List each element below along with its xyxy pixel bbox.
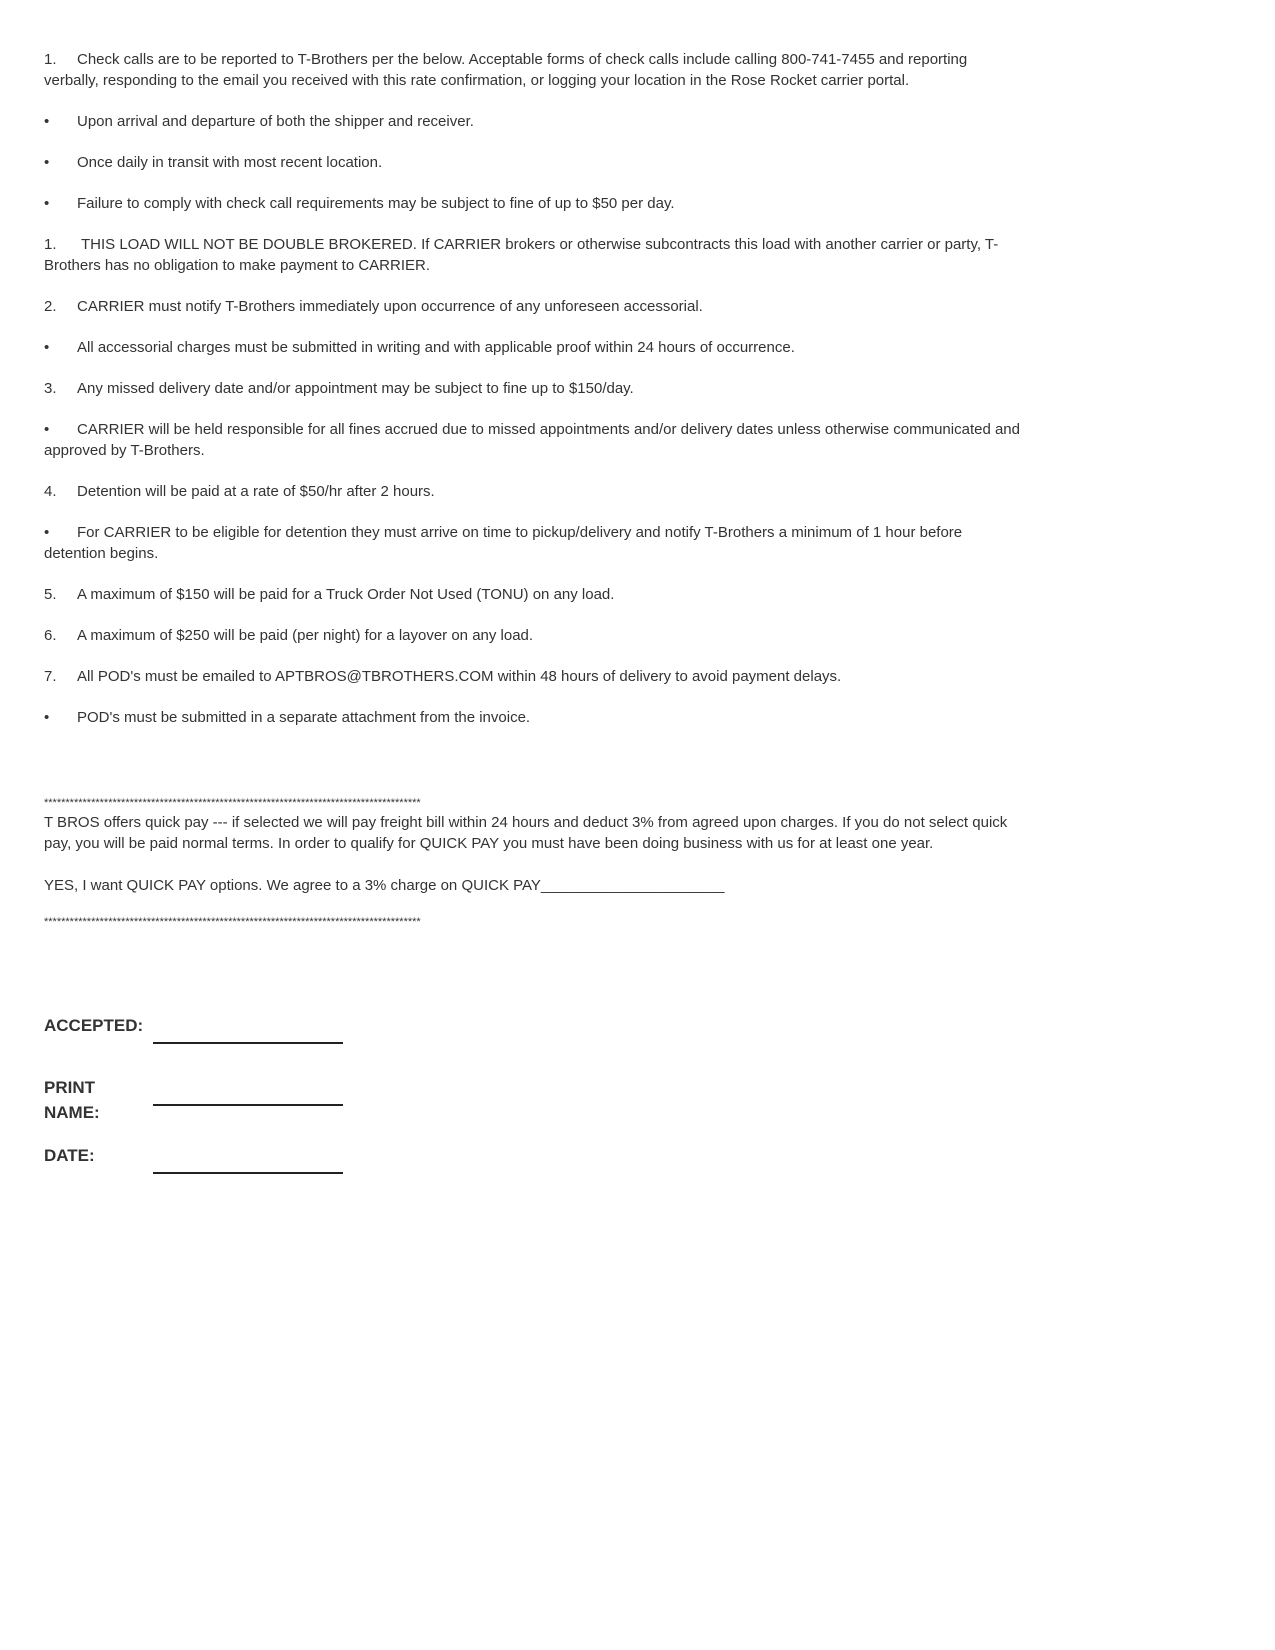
term-text: THIS LOAD WILL NOT BE DOUBLE BROKERED. If CARRIER brokers or otherwise subcontracts this load with another carrier or party, T-Brothers has no obligation to make payment to CARRIER. bbox=[44, 236, 999, 274]
term-text: CARRIER will be held responsible for all fines accrued due to missed appointments and/or delivery dates unless otherwise communicated and approved by T-Brothers. bbox=[44, 421, 1020, 459]
term-marker: • bbox=[44, 154, 50, 171]
spacer bbox=[44, 748, 1024, 796]
term-marker: 1. bbox=[44, 236, 57, 253]
term-text: POD's must be submitted in a separate attachment from the invoice. bbox=[77, 709, 531, 726]
accepted-label: ACCEPTED: bbox=[44, 1016, 144, 1035]
term-text: All accessorial charges must be submitted in writing and with applicable proof within 24 hours of occurrence. bbox=[77, 339, 795, 356]
term-text: For CARRIER to be eligible for detention they must arrive on time to pickup/delivery and notify T-Brothers a minimum of 1 hour before detention begins. bbox=[44, 524, 963, 562]
term-marker: 3. bbox=[44, 380, 57, 397]
accepted-signature-line[interactable] bbox=[153, 1042, 343, 1044]
terms-section bbox=[44, 49, 1024, 931]
term-text: Failure to comply with check call requirements may be subject to fine of up to $50 per day. bbox=[77, 195, 675, 212]
quick-pay-description: T BROS offers quick pay --- if selected we will pay freight bill within 24 hours and deduct 3% from agreed upon charges. If you do not select quick pay, you will be paid normal terms. In order to qualify for QUICK PAY you must have been doing business with us for at least one year. bbox=[44, 814, 1008, 852]
term-item bbox=[44, 337, 1024, 358]
term-item bbox=[44, 625, 1024, 646]
accepted-row bbox=[44, 1013, 444, 1075]
term-marker: 5. bbox=[44, 586, 57, 603]
term-item bbox=[44, 152, 1024, 173]
term-marker: • bbox=[44, 113, 50, 130]
print-name-label-line2: NAME: bbox=[44, 1103, 100, 1122]
term-text: Once daily in transit with most recent location. bbox=[77, 154, 383, 171]
print-name-line[interactable] bbox=[153, 1104, 343, 1106]
print-name-row bbox=[44, 1075, 444, 1143]
term-item bbox=[44, 707, 1024, 728]
quick-pay-opt-in[interactable]: YES, I want QUICK PAY options. We agree to a 3% charge on QUICK PAY______________________ bbox=[44, 877, 725, 894]
term-text: Check calls are to be reported to T-Brothers per the below. Acceptable forms of check calls include calling 800-741-7455 and reporting verbally, responding to the email you received with this rate confirmation, or logging your location in the Rose Rocket carrier portal. bbox=[44, 51, 968, 89]
term-marker: • bbox=[44, 339, 50, 356]
term-marker: 2. bbox=[44, 298, 57, 315]
date-label: DATE: bbox=[44, 1146, 95, 1165]
term-marker: • bbox=[44, 524, 50, 541]
divider-bottom: **************************************************************************************** bbox=[44, 916, 421, 928]
term-marker: • bbox=[44, 709, 50, 726]
date-row bbox=[44, 1143, 444, 1183]
term-marker: • bbox=[44, 421, 50, 438]
date-line[interactable] bbox=[153, 1172, 343, 1174]
term-text: A maximum of $150 will be paid for a Truck Order Not Used (TONU) on any load. bbox=[77, 586, 615, 603]
term-marker: 6. bbox=[44, 627, 57, 644]
term-item bbox=[44, 296, 1024, 317]
term-text: Upon arrival and departure of both the shipper and receiver. bbox=[77, 113, 474, 130]
term-marker: 7. bbox=[44, 668, 57, 685]
term-text: All POD's must be emailed to APTBROS@TBROTHERS.COM within 48 hours of delivery to avoid payment delays. bbox=[77, 668, 842, 685]
term-item bbox=[44, 193, 1024, 214]
term-marker: • bbox=[44, 195, 50, 212]
signature-block bbox=[44, 1013, 444, 1183]
term-item bbox=[44, 378, 1024, 399]
term-marker: 4. bbox=[44, 483, 57, 500]
term-item bbox=[44, 666, 1024, 687]
term-text: Any missed delivery date and/or appointment may be subject to fine up to $150/day. bbox=[77, 380, 634, 397]
print-name-label-line1: PRINT bbox=[44, 1078, 95, 1097]
term-item bbox=[44, 481, 1024, 502]
print-name-label bbox=[44, 1075, 154, 1125]
term-item bbox=[44, 111, 1024, 132]
divider-top: **************************************************************************************** bbox=[44, 797, 421, 809]
term-text: CARRIER must notify T-Brothers immediately upon occurrence of any unforeseen accessorial. bbox=[77, 298, 703, 315]
term-text: Detention will be paid at a rate of $50/hr after 2 hours. bbox=[77, 483, 435, 500]
term-item bbox=[44, 522, 1024, 564]
term-item bbox=[44, 234, 1024, 276]
quick-pay-section bbox=[44, 796, 1024, 929]
term-item bbox=[44, 584, 1024, 605]
term-item bbox=[44, 419, 1024, 461]
term-marker: 1. bbox=[44, 51, 57, 68]
term-item bbox=[44, 49, 1024, 91]
term-text: A maximum of $250 will be paid (per night) for a layover on any load. bbox=[77, 627, 534, 644]
